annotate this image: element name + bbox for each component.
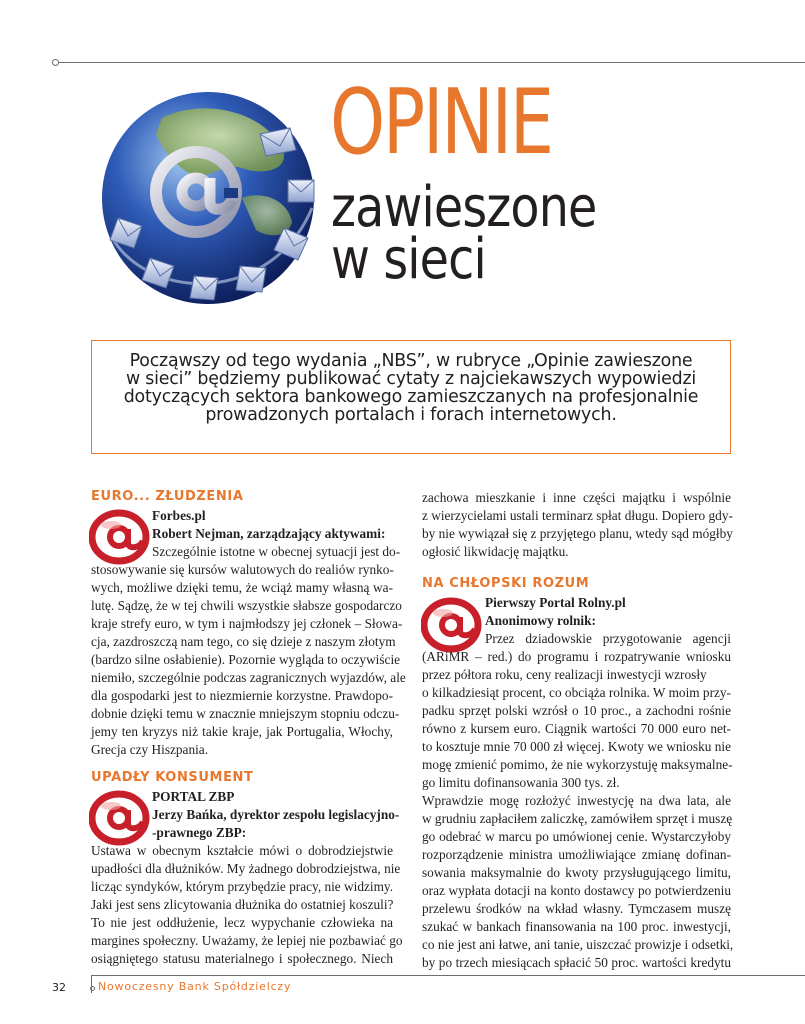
section-heading-euro: EURO... ZŁUDZENIA	[91, 489, 244, 504]
intro-line: Począwszy od tego wydania „NBS”, w rubryce „Opinie zawieszone	[129, 351, 693, 371]
article-line: licząc syndyków, którym przybędzie pracy, nie widzimy.	[91, 879, 394, 894]
article-line: z wierzycielami ustali terminarz spłat długu. Dopiero gdy-	[422, 508, 733, 523]
at-sign-icon	[421, 597, 483, 653]
article-euro-header	[152, 507, 401, 561]
article-line: To nie jest oddłużenie, lecz wypychanie człowieka na	[91, 915, 393, 930]
top-rule-dot	[52, 59, 59, 66]
article-line: by po trzech miesiącach spłacić 50 proc. wartości kredytu	[422, 955, 731, 970]
article-source: Pierwszy Portal Rolny.pl	[485, 595, 626, 610]
top-rule	[58, 62, 805, 63]
article-author: Robert Nejman, zarządzający aktywami:	[152, 526, 386, 541]
article-line: dla gospodarki jest to niezmiernie korzystne. Prawdopo-	[91, 688, 393, 703]
at-sign-icon	[89, 509, 151, 565]
article-upadly-continuation	[422, 489, 731, 561]
intro-line: w sieci” będziemy publikować cytaty z najciekawszych wypowiedzi	[125, 369, 697, 389]
article-line: oraz wypłata dotacji na konto dostawcy po potwierdzeniu	[422, 883, 731, 898]
article-source: PORTAL ZBP	[152, 789, 235, 804]
article-line: szukać w bankach finansowania na 100 proc. inwestycji,	[422, 919, 731, 934]
article-line: padku sprzęt polski wzrósł o 10 proc., a zachodni rośnie	[422, 703, 731, 718]
article-source: Forbes.pl	[152, 508, 206, 523]
article-line: Wprawdzie mogę rozłożyć inwestycję na dwa lata, ale	[422, 793, 731, 808]
article-line: upadłości dla dłużników. My żadnego dobrodziejstwa, nie	[91, 861, 401, 876]
page-number: 32	[52, 981, 66, 994]
article-line: przelewu środków na wkład własny. Tymczasem muszę	[422, 901, 731, 916]
section-heading-chlopski: NA CHŁOPSKI ROZUM	[422, 576, 590, 591]
footer-dot	[90, 986, 95, 991]
article-line: mogę zmienić pomimo, że nie wykorzystuję maksymalne-	[422, 757, 733, 772]
article-line: osiągniętego statusu materialnego i społecznego. Niech	[91, 951, 393, 966]
at-sign-icon	[89, 790, 151, 846]
article-line: go odebrać w marcu po umówionej cenie. Wystarczyłoby	[422, 829, 731, 844]
intro-line: prowadzonych portalach i forach internetowych.	[205, 405, 617, 425]
article-author: Jerzy Bańka, dyrektor zespołu legislacyjno-	[152, 807, 400, 822]
article-upadly-header	[152, 788, 400, 842]
bottom-rule	[91, 975, 805, 976]
article-line: równo z kursem euro. Ciągnik wartości 70 000 euro net-	[422, 721, 731, 736]
section-heading-upadly: UPADŁY KONSUMENT	[91, 770, 254, 785]
article-line: dobnie dzięki temu w znacznie mniejszym stopniu odczu-	[91, 706, 400, 721]
article-line: (ARiMR – red.) do programu i rozpatrywanie wniosku	[422, 649, 731, 664]
page-subtitle-line-2: w sieci	[331, 227, 486, 292]
page-title: OPINIE	[330, 70, 552, 175]
article-line: co nie jest ani łatwe, ani tanie, uiszczać prowizje i odsetki,	[422, 937, 734, 952]
article-line: Grecja czy Hiszpania.	[91, 742, 209, 757]
article-euro-body	[91, 561, 406, 759]
article-line: by nie wywiązał się z przyjętego planu, wtedy sąd mógłby	[422, 526, 733, 541]
article-upadly-body	[91, 842, 403, 968]
article-line: niemiło, szczególnie podczas zagranicznych wyjazdów, ale	[91, 670, 406, 685]
article-author: -prawnego ZBP:	[152, 825, 247, 840]
intro-line: dotyczących sektora bankowego zamieszczanych na profesjonalnie	[123, 387, 699, 407]
globe-email-illustration	[92, 88, 324, 308]
article-line: ogłosić likwidację majątku.	[422, 544, 569, 559]
article-line: Ustawa w obecnym kształcie mówi o dobrodziejstwie	[91, 843, 393, 858]
article-line: przez półtora roku, ceny realizacji inwestycji wzrosły	[422, 667, 707, 682]
article-author: Anonimowy rolnik:	[485, 613, 596, 628]
article-line: cja, zazdroszczą nam tego, co się dzieje z naszym złotym	[91, 634, 396, 649]
article-chlopski-header	[485, 594, 731, 648]
article-line: go limitu dofinansowania 300 tys. zł.	[422, 775, 620, 790]
page-subtitle-line-1: zawieszone	[331, 175, 597, 240]
article-line: lutę. Sądzę, że w tej chwili wszystkie słabsze gospodarczo	[91, 598, 402, 613]
intro-text	[100, 349, 722, 425]
article-line: Przez dziadowskie przygotowanie agencji	[485, 631, 731, 646]
article-line: Jaki jest sens zlicytowania dłużnika do ostatniej koszuli?	[91, 897, 394, 912]
article-chlopski-body	[422, 648, 734, 972]
article-line: margines społeczny. Uważamy, że lepiej nie pozbawiać go	[91, 933, 403, 948]
article-line: o kilkadziesiąt procent, co obciąża rolnika. W moim przy-	[422, 685, 731, 700]
article-line: rozporządzenie ministra umożliwiające zmianę dofinan-	[422, 847, 731, 862]
article-line: zachowa mieszkanie i inne części majątku i wspólnie	[422, 490, 731, 505]
article-line: wych, możliwe dzięki temu, że wciąż mamy własną wa-	[91, 580, 393, 595]
article-line: stosowywanie się kursów walutowych do realiów rynko-	[91, 562, 394, 577]
article-line: w grudniu zapłaciłem zaliczkę, zamówiłem sprzęt i muszę	[422, 811, 733, 826]
publication-name: Nowoczesny Bank Spółdzielczy	[98, 980, 292, 993]
article-line: kraje strefy euro, w tym i najmłodszy jej członek – Słowa-	[91, 616, 403, 631]
article-line: (bardzo silne osłabienie). Pozornie wygląda to oczywiście	[91, 652, 401, 667]
article-line: jemy ten kryzys niż takie kraje, jak Portugalia, Włochy,	[91, 724, 393, 739]
article-line: Szczególnie istotne w obecnej sytuacji jest do-	[152, 544, 401, 559]
article-line: sowania maksymalnie do kwoty przysługującego limitu,	[422, 865, 731, 880]
article-line: to kosztuje mnie 70 000 zł więcej. Kwoty we wniosku nie	[422, 739, 731, 754]
